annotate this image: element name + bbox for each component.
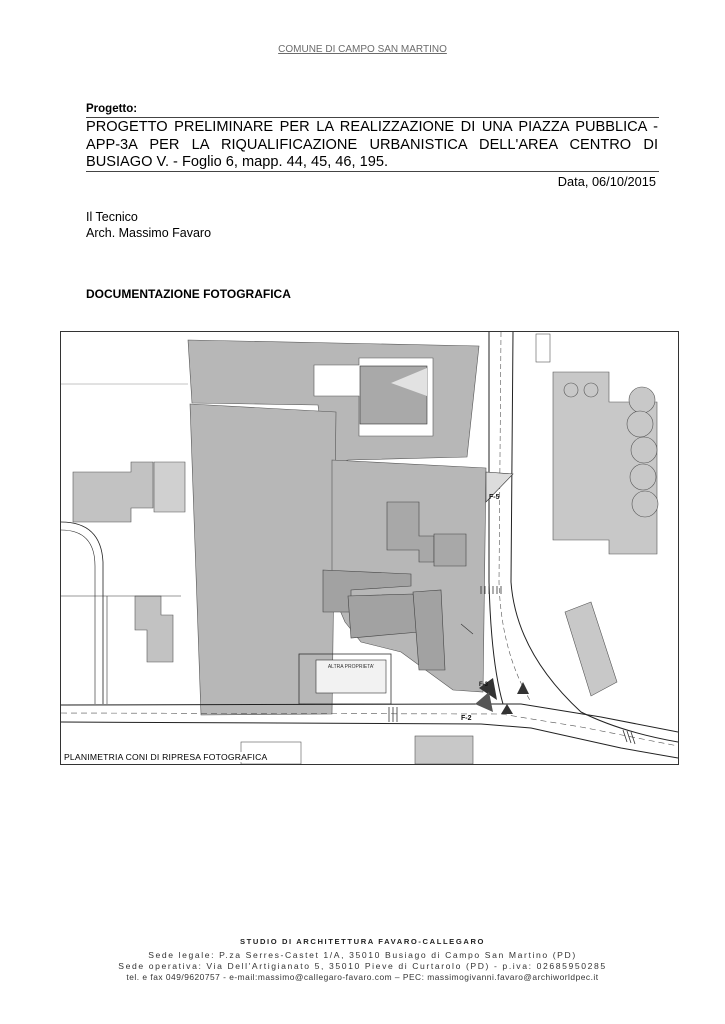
building-right-b — [565, 602, 617, 696]
technician-name: Arch. Massimo Favaro — [86, 225, 212, 240]
technician-role: Il Tecnico — [86, 210, 138, 224]
technician-block — [86, 210, 211, 241]
footer-studio: STUDIO DI ARCHITETTURA FAVARO-CALLEGARO — [239, 937, 486, 946]
project-title: PROGETTO PRELIMINARE PER LA REALIZZAZIONE DI UNA PIAZZA PUBBLICA - APP-3A PER LA RIQUALIFICAZIONE URBANISTICA DELL'AREA CENTRO DI BUSIAGO V. - Foglio 6, mapp. 44, 45, 46, 195. — [86, 119, 658, 170]
title-bottom-rule — [86, 171, 659, 172]
footer — [0, 937, 725, 983]
road-horizontal-center — [61, 713, 678, 746]
building-left-b — [154, 462, 185, 512]
footer-operating-seat: Sede operativa: Via Dell'Artigianato 5, 35010 Pieve di Curtarolo (PD) - p.iva: 02685950285 — [118, 961, 607, 971]
building-bottom-a — [415, 736, 473, 764]
road-curve-left-inner — [61, 530, 95, 704]
section-title: DOCUMENTAZIONE FOTOGRAFICA — [86, 287, 291, 301]
plan-caption: PLANIMETRIA CONI DI RIPRESA FOTOGRAFICA — [64, 752, 268, 762]
crosswalk-left — [389, 707, 397, 722]
label-other-property: ALTRA PROPRIETA' — [327, 664, 375, 670]
road-curve-left — [61, 522, 103, 704]
site-plan-drawing — [60, 331, 679, 765]
road-main-vertical-mid — [499, 332, 531, 702]
project-date: Data, 06/10/2015 — [557, 174, 656, 189]
project-label: Progetto: — [86, 103, 138, 115]
building-right-c — [536, 334, 550, 362]
direction-mark-b — [501, 704, 513, 714]
building-central-b — [434, 534, 466, 566]
commune-header: COMUNE DI CAMPO SAN MARTINO — [278, 44, 447, 55]
footer-contacts: tel. e fax 049/9620757 - e-mail:massimo@callegaro-favaro.com – PEC: massimogivanni.favaro@archiworldpec.it — [126, 972, 599, 982]
plot-area-main — [190, 404, 336, 715]
building-central-d — [348, 594, 419, 638]
direction-mark-a — [517, 682, 529, 694]
building-left-a — [73, 462, 153, 522]
building-central-e — [413, 590, 445, 670]
road-main-vertical-left — [489, 332, 503, 704]
title-top-rule — [86, 117, 659, 118]
footer-legal-seat: Sede legale: P.za Serres-Castet 1/A, 35010 Busiago di Campo San Martino (PD) — [148, 950, 577, 960]
label-f5: F-5 — [489, 494, 500, 501]
label-f2: F-2 — [461, 715, 472, 722]
site-plan-svg — [61, 332, 678, 764]
label-f3: F-3 — [479, 682, 488, 688]
building-left-c — [135, 596, 173, 662]
